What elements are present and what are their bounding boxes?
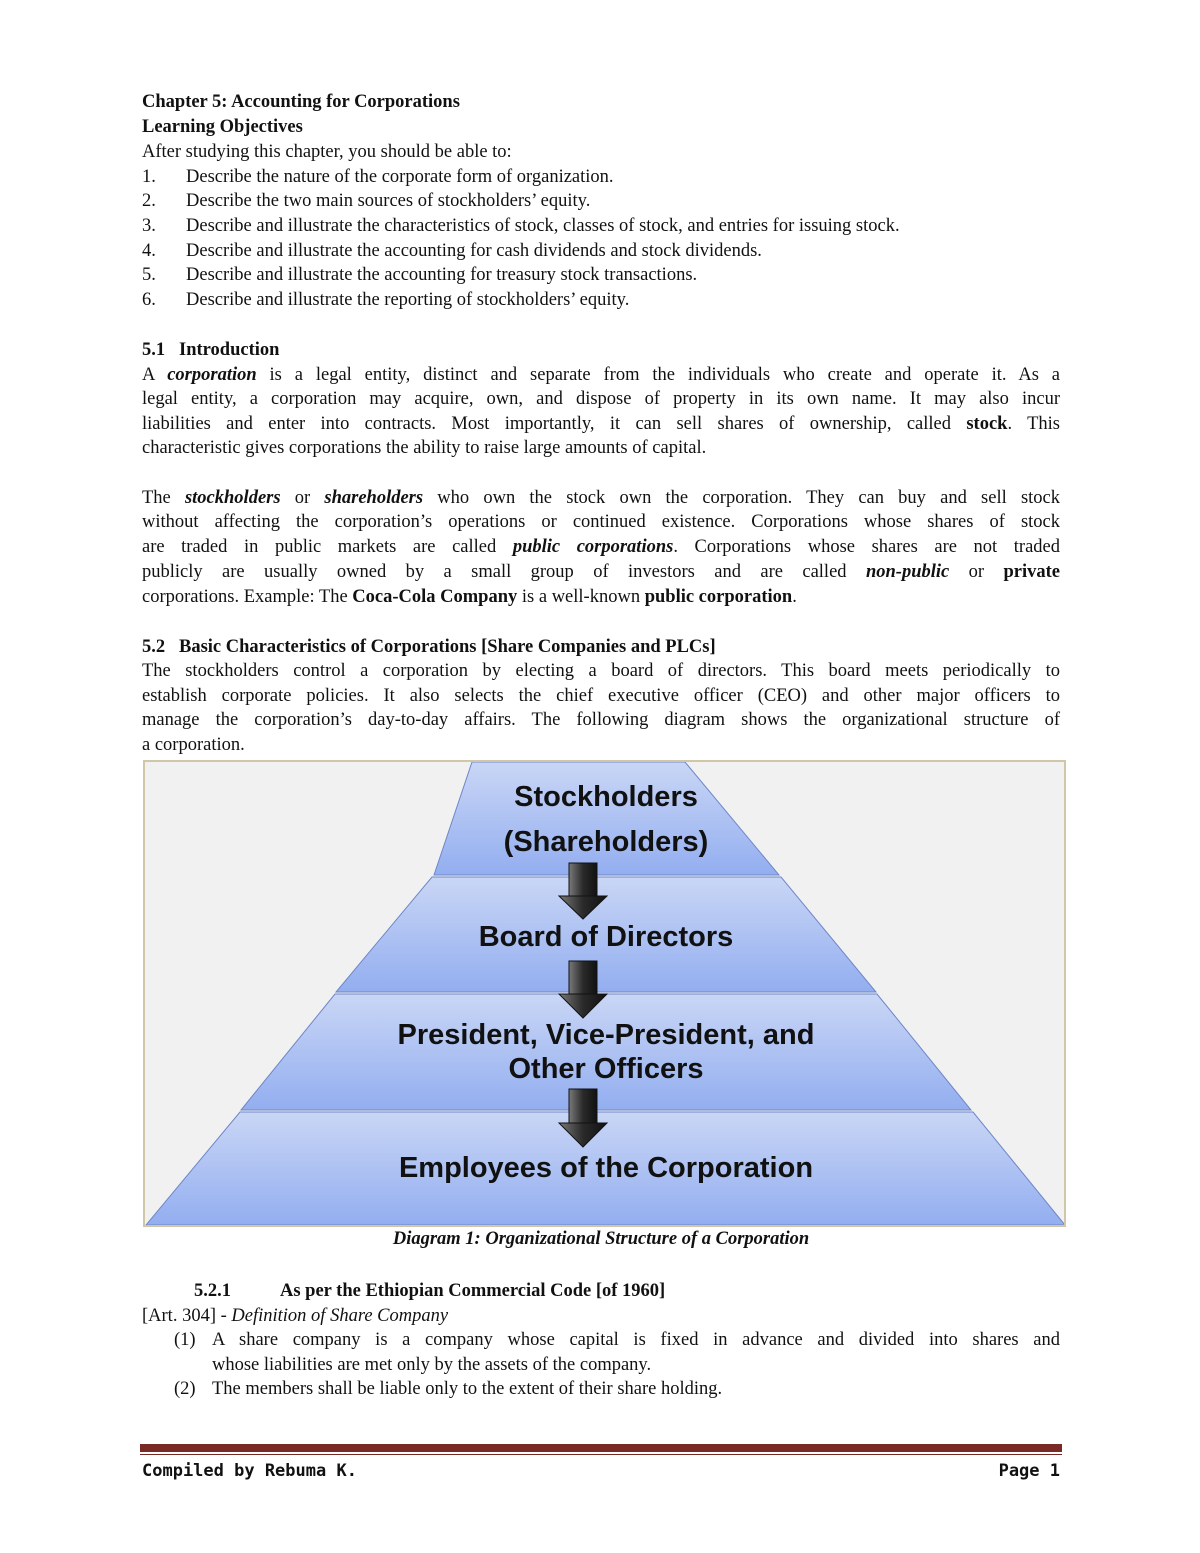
- org-structure-diagram: [143, 760, 1066, 1227]
- section-5-2-heading: 5.2 Basic Characteristics of Corporations [Share Companies and PLCs]: [142, 637, 716, 657]
- paragraph-line: without affecting the corporation’s operations or continued existence. Corporations whose shares of stock: [142, 512, 1060, 532]
- paragraph-line: establish corporate policies. It also selects the chief executive officer (CEO) and other major officers to: [142, 686, 1060, 706]
- level-officers-sublabel: Other Officers: [508, 1053, 704, 1085]
- pyramid-svg: [145, 762, 1066, 1227]
- footer-rule-thin: [140, 1454, 1062, 1455]
- paragraph-line: manage the corporation’s day-to-day affairs. The following diagram shows the organizational structure of: [142, 710, 1060, 730]
- paragraph-line: are traded in public markets are called public corporations. Corporations whose shares are not traded: [142, 537, 1060, 557]
- diagram-caption: Diagram 1: Organizational Structure of a Corporation: [392, 1229, 810, 1249]
- paragraph-line: a corporation.: [142, 735, 245, 755]
- paragraph-line: The stockholders control a corporation by electing a board of directors. This board meets periodically to: [142, 661, 1060, 681]
- paragraph-line: A corporation is a legal entity, distinct and separate from the individuals who create and operate it. As a: [142, 365, 1060, 385]
- chapter-title: Chapter 5: Accounting for Corporations: [142, 92, 460, 112]
- level-stockholders-label: Stockholders: [514, 781, 698, 813]
- level-officers-label: President, Vice-President, and: [397, 1019, 815, 1051]
- section-5-2-1-number: 5.2.1: [194, 1281, 231, 1301]
- paragraph-line: liabilities and enter into contracts. Most importantly, it can sell shares of ownership, called stock. This: [142, 414, 1060, 434]
- pyramid-level-officers: [241, 994, 971, 1110]
- paragraph-line: publicly are usually owned by a small group of investors and are called non-public or private: [142, 562, 1060, 582]
- section-5-2-1-heading: As per the Ethiopian Commercial Code [of 1960]: [280, 1281, 666, 1301]
- objectives-heading: Learning Objectives: [142, 117, 303, 137]
- clause-number: (2): [174, 1379, 196, 1399]
- level-stockholders-sublabel: (Shareholders): [503, 826, 709, 858]
- footer-author: Compiled by Rebuma K.: [142, 1461, 357, 1481]
- section-5-1-heading: 5.1 Introduction: [142, 340, 280, 360]
- level-board-label: Board of Directors: [478, 921, 734, 953]
- objectives-intro: After studying this chapter, you should be able to:: [142, 142, 512, 162]
- pyramid-level-stockholders: [434, 762, 779, 875]
- clause-line: A share company is a company whose capital is fixed in advance and divided into shares and: [212, 1330, 1060, 1350]
- footer-page-number: Page 1: [998, 1461, 1060, 1481]
- paragraph-line: legal entity, a corporation may acquire, own, and dispose of property in its own name. It may also incur: [142, 389, 1060, 409]
- paragraph-line: The stockholders or shareholders who own the stock own the corporation. They can buy and sell stock: [142, 488, 1060, 508]
- clause-line: The members shall be liable only to the extent of their share holding.: [212, 1379, 723, 1399]
- clause-line: whose liabilities are met only by the assets of the company.: [212, 1355, 652, 1375]
- clause-number: (1): [174, 1330, 196, 1350]
- article-line: [Art. 304] - Definition of Share Company: [142, 1306, 449, 1326]
- paragraph-line: characteristic gives corporations the ability to raise large amounts of capital.: [142, 438, 707, 458]
- footer-rule: [140, 1444, 1062, 1452]
- paragraph-line: corporations. Example: The Coca-Cola Company is a well-known public corporation.: [142, 587, 797, 607]
- level-employees-label: Employees of the Corporation: [398, 1152, 814, 1184]
